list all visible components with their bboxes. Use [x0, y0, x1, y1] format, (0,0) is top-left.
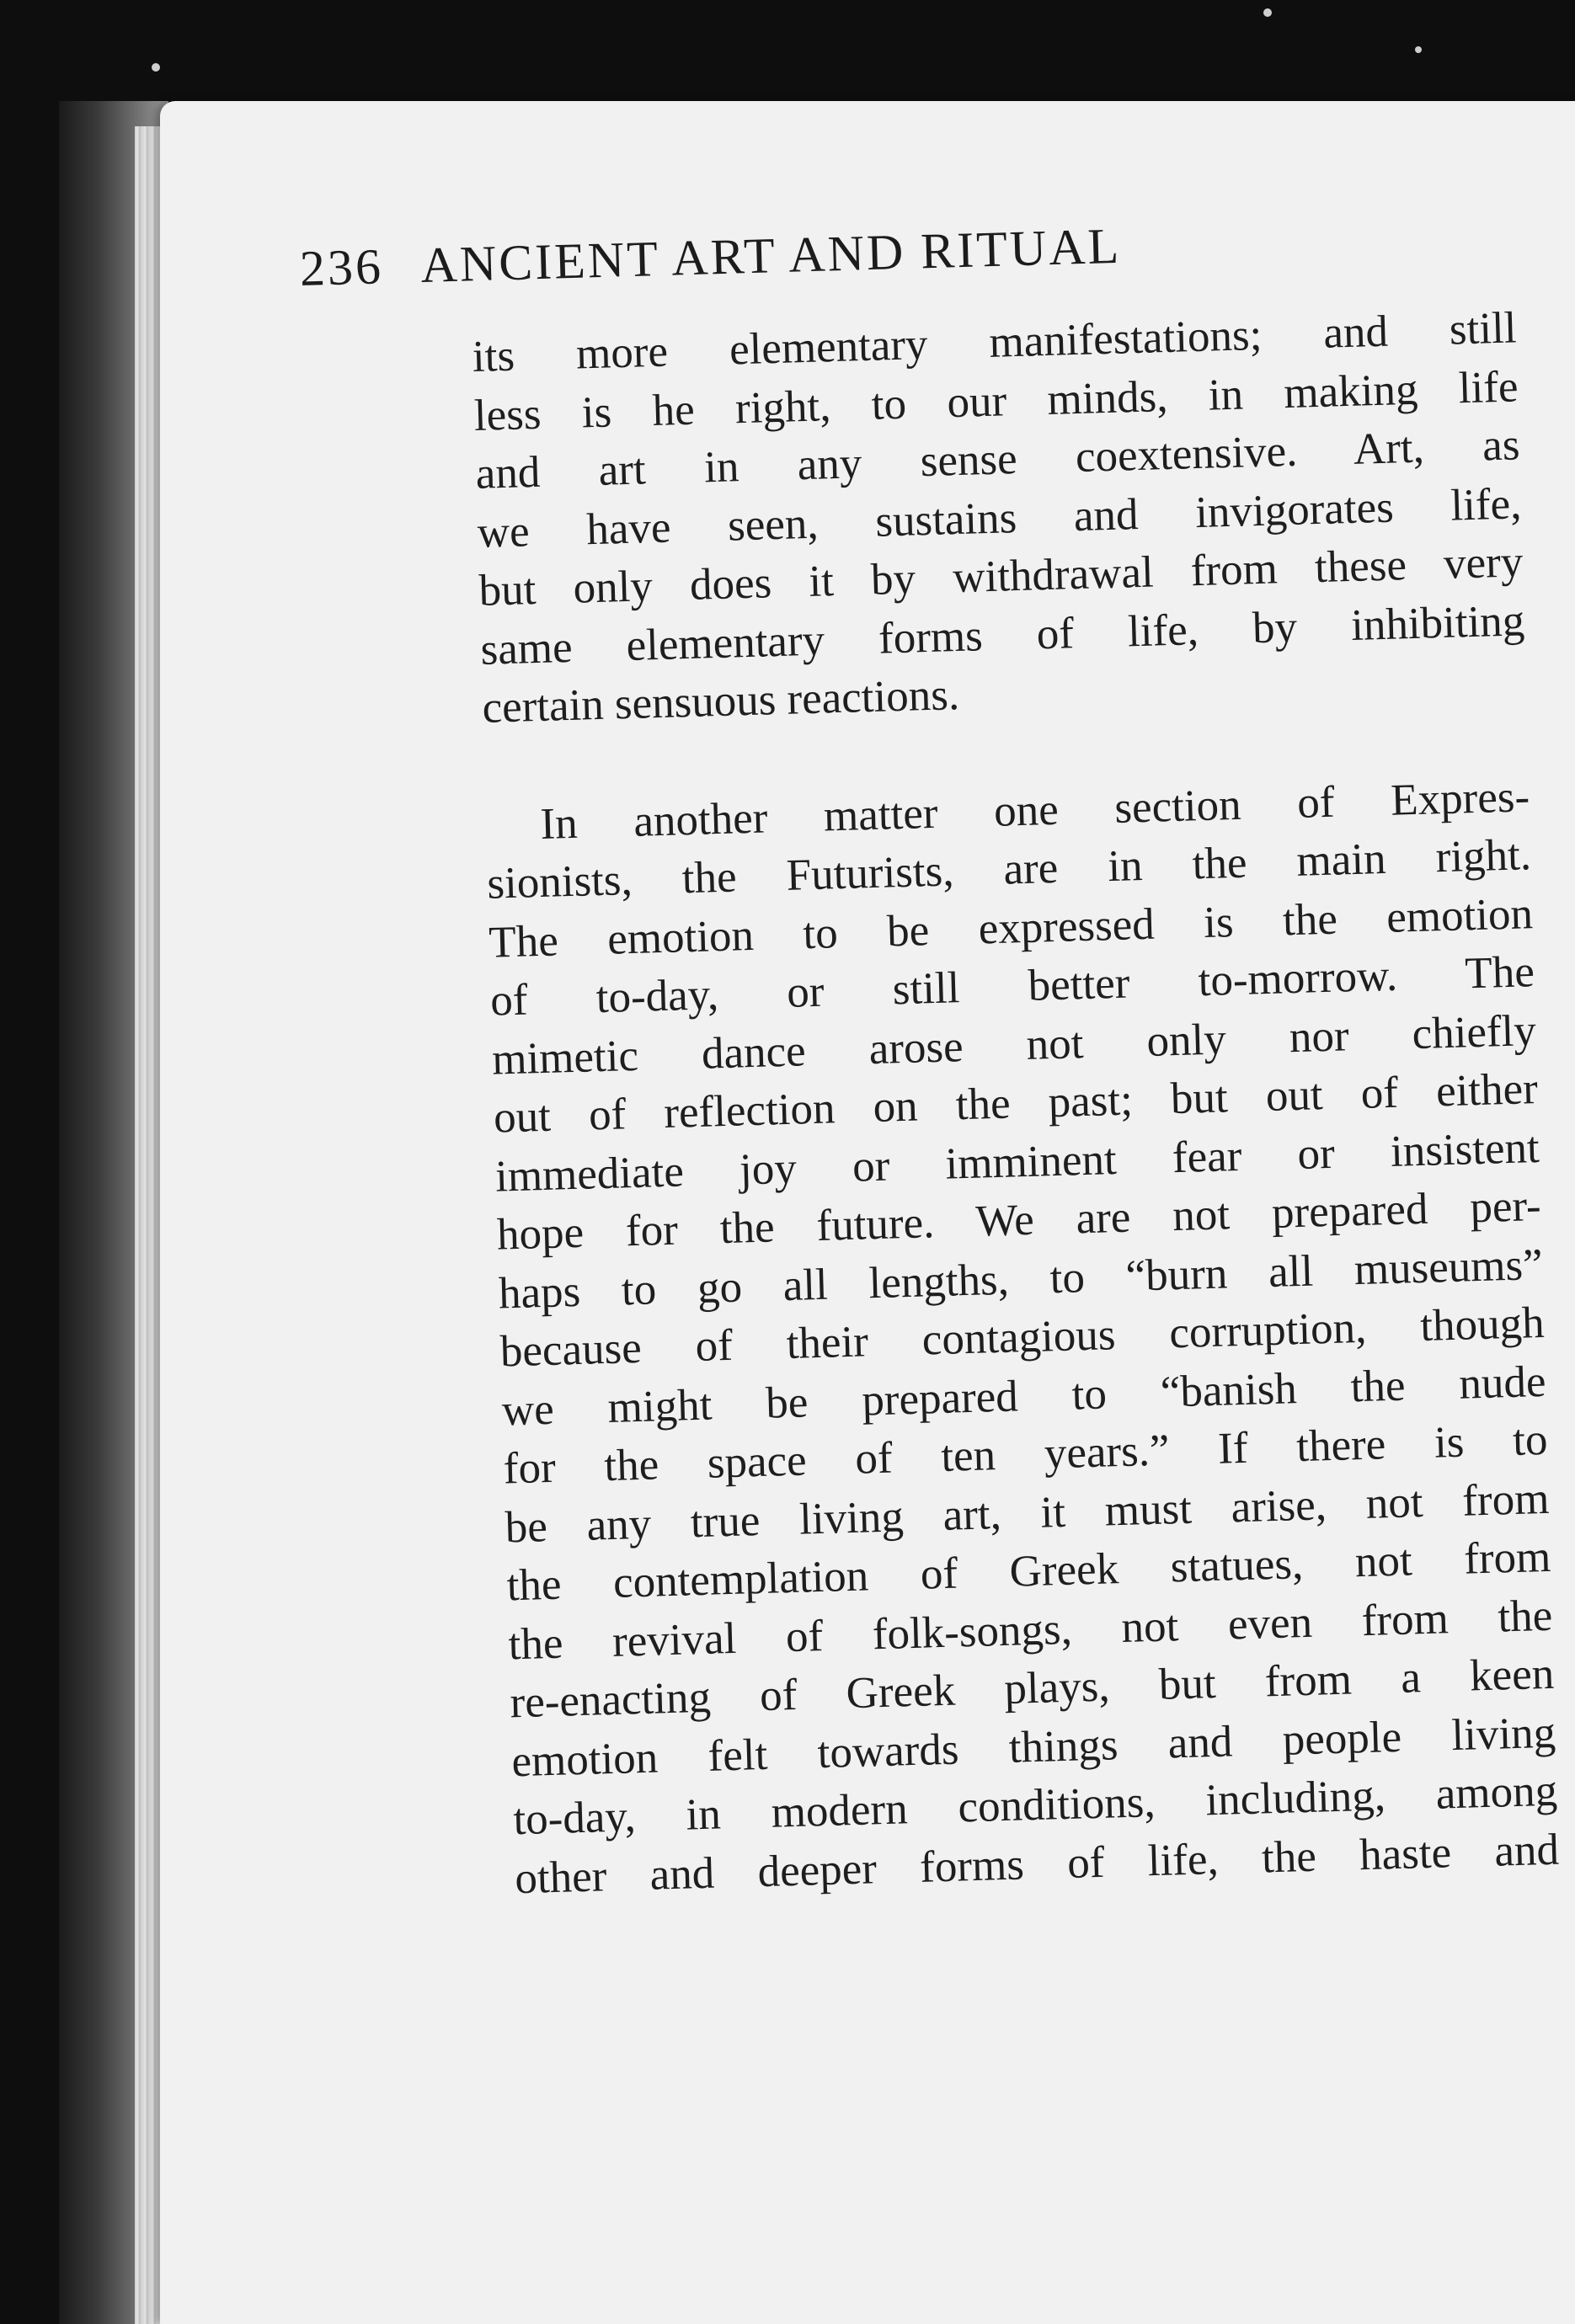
- text-line: out of reflection on the past; but out of either: [493, 1064, 1539, 1143]
- text-line: In another matter one section of Expres-: [539, 771, 1530, 849]
- text-line: emotion felt towards things and people living: [510, 1708, 1556, 1786]
- text-line: to-day, in modern conditions, including, among: [512, 1766, 1558, 1845]
- scan-speck: [152, 63, 160, 72]
- text-line: mimetic dance arose not only nor chiefly: [491, 1005, 1537, 1085]
- text-line: hope for the future. We are not prepared per-: [496, 1181, 1542, 1260]
- text-line: The emotion to be expressed is the emotion: [488, 888, 1534, 967]
- text-line: re-enacting of Greek plays, but from a keen: [509, 1649, 1555, 1728]
- text-line: because of their contagious corruption, though: [499, 1298, 1546, 1377]
- text-line: haps to go all lengths, to “burn all museums”: [498, 1239, 1544, 1319]
- text-line: be any true living art, it must arise, not from: [504, 1474, 1551, 1552]
- text-line: but only does it by withdrawal from these very: [478, 537, 1524, 616]
- paragraph-1: [472, 299, 1527, 738]
- text-line: same elementary forms of life, by inhibiting: [479, 595, 1525, 674]
- body-text: [472, 299, 1560, 1908]
- paragraph-2: [485, 768, 1560, 1909]
- text-line: less is he right, to our minds, in making life: [473, 361, 1519, 440]
- text-line: its more elementary manifestations; and still: [472, 303, 1518, 381]
- text-line: sionists, the Futurists, are in the main right.: [486, 830, 1532, 909]
- text-line: for the space of ten years.” If there is to: [503, 1415, 1549, 1494]
- text-line: we have seen, sustains and invigorates life,: [476, 478, 1523, 557]
- text-line: and art in any sense coextensive. Art, as: [475, 420, 1521, 498]
- text-line: the contemplation of Greek statues, not from: [505, 1532, 1552, 1611]
- text-line: certain sensuous reactions.: [481, 670, 960, 733]
- text-line: immediate joy or imminent fear or insistent: [494, 1122, 1540, 1202]
- scan-speck: [1263, 8, 1272, 17]
- text-line: we might be prepared to “banish the nude: [501, 1357, 1547, 1435]
- text-line: other and deeper forms of life, the haste and: [514, 1825, 1560, 1903]
- page-number: 236: [299, 238, 384, 296]
- text-line: the revival of folk-songs, not even from the: [507, 1591, 1553, 1669]
- scan-speck: [1415, 46, 1422, 53]
- text-line: of to-day, or still better to-morrow. The: [489, 947, 1535, 1026]
- running-title: ANCIENT ART AND RITUAL: [419, 217, 1123, 293]
